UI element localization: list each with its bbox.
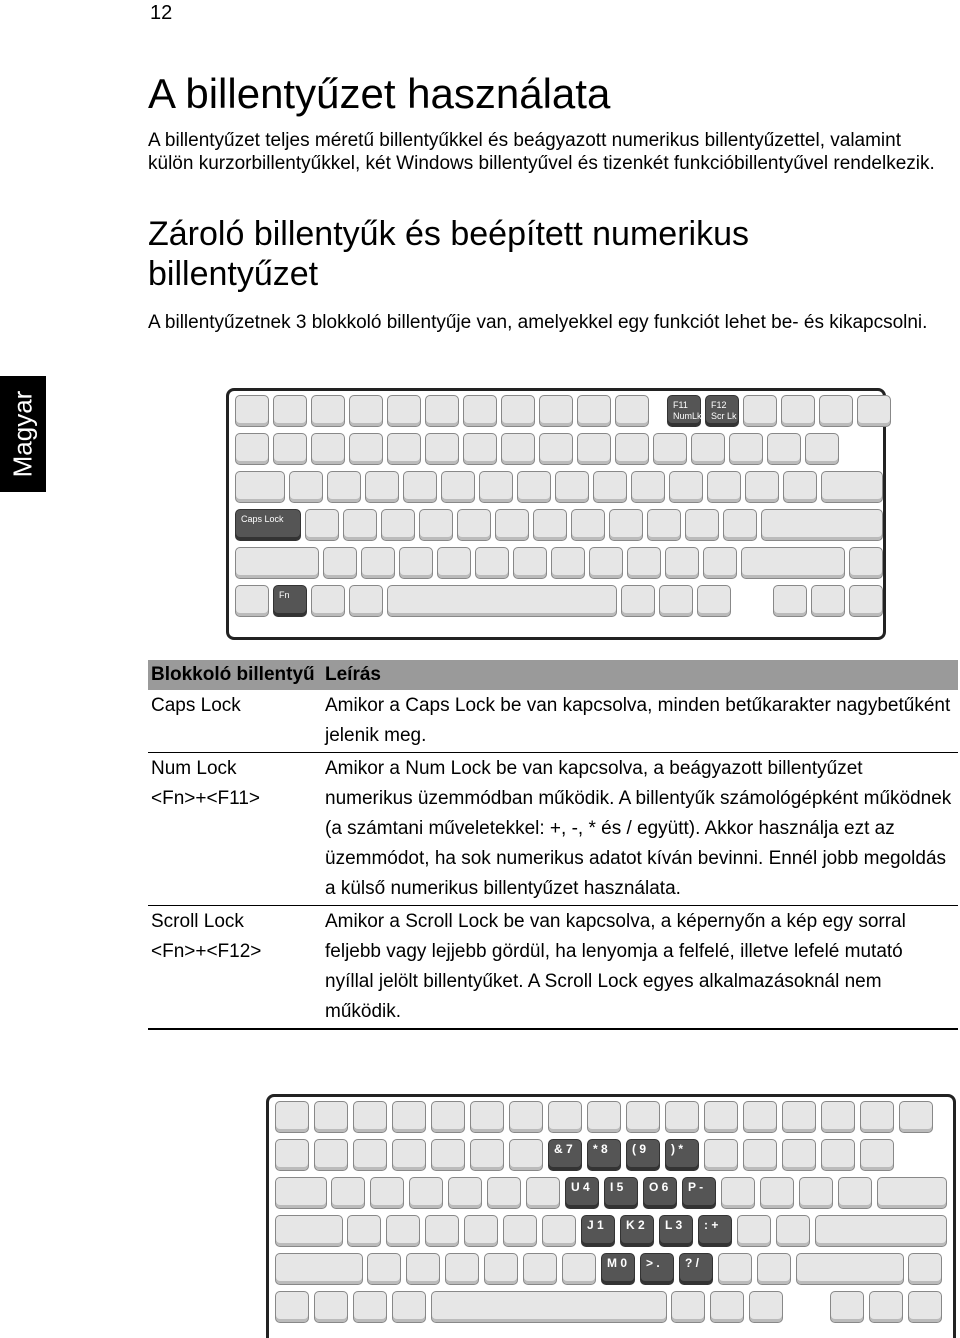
enter-key (761, 509, 883, 541)
key (781, 395, 815, 427)
key (311, 433, 345, 465)
page-number: 12 (150, 2, 173, 24)
key (273, 433, 307, 465)
key (776, 1215, 810, 1247)
key (685, 509, 719, 541)
key (609, 509, 643, 541)
key (707, 471, 741, 503)
key (509, 1139, 543, 1171)
key-label: J 1 (587, 1218, 604, 1232)
key (425, 395, 459, 427)
description-cell: Amikor a Caps Lock be van kapcsolva, minden betűkarakter nagybetűként jelenik meg. (325, 695, 951, 746)
numpad-key (565, 1177, 599, 1209)
key (857, 395, 891, 427)
key-label: * 8 (593, 1142, 608, 1156)
key (627, 547, 661, 579)
key (533, 509, 567, 541)
key (526, 1177, 560, 1209)
key (425, 433, 459, 465)
f11-key (667, 395, 701, 427)
table-row (148, 906, 958, 1030)
key (659, 585, 693, 617)
key (782, 1139, 816, 1171)
key (305, 509, 339, 541)
key-label: L 3 (665, 1218, 683, 1232)
left-shift-key (235, 547, 319, 579)
key (743, 395, 777, 427)
key (331, 1177, 365, 1209)
key (621, 585, 655, 617)
key (749, 1291, 783, 1323)
language-tab (0, 376, 46, 492)
key (487, 1177, 521, 1209)
key (392, 1139, 426, 1171)
key (327, 471, 361, 503)
key (542, 1215, 576, 1247)
section-paragraph: A billentyűzetnek 3 blokkoló billentyűje van, amelyekkel egy funkciót lehet be- és kikapcsolni. (148, 312, 928, 333)
key (403, 471, 437, 503)
key (470, 1139, 504, 1171)
key (821, 1101, 855, 1133)
key (743, 1139, 777, 1171)
key (503, 1215, 537, 1247)
key-cell (148, 753, 322, 906)
key (767, 433, 801, 465)
enter-key (815, 1215, 947, 1247)
key-label: F11 NumLk (673, 400, 702, 421)
right-shift-key (741, 547, 845, 579)
key (314, 1139, 348, 1171)
key (821, 1139, 855, 1171)
left-arrow-key (773, 585, 807, 617)
key (370, 1177, 404, 1209)
key (392, 1291, 426, 1323)
key (275, 1291, 309, 1323)
numpad-key (581, 1215, 615, 1247)
key (365, 471, 399, 503)
key (539, 395, 573, 427)
key (367, 1253, 401, 1285)
arrow-key (908, 1291, 942, 1323)
key (783, 471, 817, 503)
space-key (387, 585, 617, 617)
key (615, 395, 649, 427)
key (457, 509, 491, 541)
ctrl-key (235, 585, 269, 617)
key (275, 1139, 309, 1171)
key (555, 471, 589, 503)
backslash-key (877, 1177, 947, 1209)
header-description: Leírás (322, 660, 958, 690)
key (431, 1139, 465, 1171)
key-label: Caps Lock (241, 514, 284, 524)
numpad-key (548, 1139, 582, 1171)
key (445, 1253, 479, 1285)
key (353, 1291, 387, 1323)
lock-keys-table (148, 660, 958, 1030)
key (757, 1253, 791, 1285)
header-key: Blokkoló billentyű (148, 660, 322, 690)
numpad-key (698, 1215, 732, 1247)
key (353, 1139, 387, 1171)
key-label: O 6 (649, 1180, 669, 1194)
key (562, 1253, 596, 1285)
key (275, 1101, 309, 1133)
key (799, 1177, 833, 1209)
key (548, 1101, 582, 1133)
key (470, 1101, 504, 1133)
key-label: Fn (279, 590, 290, 600)
key (425, 1215, 459, 1247)
key (387, 433, 421, 465)
description-cell: Amikor a Scroll Lock be van kapcsolva, a képernyőn a kép egy sorral feljebb vagy lejjebb gördül, ha lenyomja a felfelé, illetve lefelé mutató nyíllal jelölt billentyűket. A Scroll Lock egyes alkalmazásoknál nem működik. (322, 906, 958, 1030)
key-label: U 4 (571, 1180, 590, 1194)
numpad-key (626, 1139, 660, 1171)
key (653, 433, 687, 465)
key (501, 395, 535, 427)
numpad-key (665, 1139, 699, 1171)
key (589, 547, 623, 579)
arrow-key (830, 1291, 864, 1323)
key (463, 433, 497, 465)
numpad-key (587, 1139, 621, 1171)
key-name: Num Lock (151, 758, 237, 779)
keyboard-illustration-lock-keys (226, 388, 886, 640)
numpad-key (659, 1215, 693, 1247)
key (513, 547, 547, 579)
key (386, 1215, 420, 1247)
key (571, 509, 605, 541)
left-shift-key (275, 1253, 363, 1285)
key (517, 471, 551, 503)
key (671, 1291, 705, 1323)
key-label: F12 Scr Lk (711, 400, 737, 421)
numpad-key (679, 1253, 713, 1285)
numpad-key (620, 1215, 654, 1247)
right-arrow-key (849, 585, 883, 617)
key (289, 471, 323, 503)
key (323, 547, 357, 579)
key-cell (148, 690, 322, 753)
f12-key (705, 395, 739, 427)
key (860, 1101, 894, 1133)
key-label: P - (688, 1180, 704, 1194)
caps-lock-key (275, 1215, 343, 1247)
key (665, 547, 699, 579)
key (587, 1101, 621, 1133)
key (441, 471, 475, 503)
key (479, 471, 513, 503)
key-name: Scroll Lock (151, 911, 244, 932)
key (273, 395, 307, 427)
description-cell: Amikor a Num Lock be van kapcsolva, a beágyazott billentyűzet numerikus üzemmódban működik. A billentyűk számológépként működnek (a számtani műveletekkel: +, -, * és / együtt). Akkor használja ezt az üzemmódot, ha sok numerikus adatot kíván bevinni. Ennél jobb megoldás a külső numerikus billentyűzet használata. (322, 753, 958, 906)
key (409, 1177, 443, 1209)
key (431, 1101, 465, 1133)
down-arrow-key (811, 585, 845, 617)
key (437, 547, 471, 579)
key (703, 547, 737, 579)
key (349, 433, 383, 465)
key (838, 1177, 872, 1209)
key (448, 1177, 482, 1209)
key (347, 1215, 381, 1247)
key (387, 395, 421, 427)
key-label: ? / (685, 1256, 699, 1270)
key (349, 585, 383, 617)
key (311, 585, 345, 617)
key (539, 433, 573, 465)
keyboard-illustration-numeric-keypad (266, 1094, 956, 1338)
key (647, 509, 681, 541)
key (314, 1101, 348, 1133)
key (343, 509, 377, 541)
table-row (148, 753, 958, 906)
key (509, 1101, 543, 1133)
key (501, 433, 535, 465)
key-label: : + (704, 1218, 719, 1232)
key (819, 395, 853, 427)
key (551, 547, 585, 579)
key-shortcut: <Fn>+<F11> (151, 788, 260, 809)
key (353, 1101, 387, 1133)
key (704, 1101, 738, 1133)
key (235, 433, 269, 465)
key (669, 471, 703, 503)
key (710, 1291, 744, 1323)
key (593, 471, 627, 503)
key (631, 471, 665, 503)
key (697, 585, 731, 617)
key (782, 1101, 816, 1133)
up-arrow-key (849, 547, 883, 579)
numpad-key (682, 1177, 716, 1209)
tab-key (235, 471, 285, 503)
key (860, 1139, 894, 1171)
table-row (148, 690, 958, 753)
key (314, 1291, 348, 1323)
key (349, 395, 383, 427)
key (484, 1253, 518, 1285)
key-name: Caps Lock (151, 695, 241, 716)
key (399, 547, 433, 579)
key (463, 395, 497, 427)
key (392, 1101, 426, 1133)
table-header-row (148, 660, 958, 690)
key-label: & 7 (554, 1142, 573, 1156)
key (577, 395, 611, 427)
key-label: > . (646, 1256, 660, 1270)
key (729, 433, 763, 465)
key (718, 1253, 752, 1285)
key-label: M 0 (607, 1256, 628, 1270)
numpad-key (601, 1253, 635, 1285)
key (311, 395, 345, 427)
key (745, 471, 779, 503)
key-shortcut: <Fn>+<F12> (151, 941, 262, 962)
key-label: K 2 (626, 1218, 645, 1232)
key (721, 1177, 755, 1209)
fn-key (273, 585, 307, 617)
key (406, 1253, 440, 1285)
intro-paragraph: A billentyűzet teljes méretű billentyűkkel és beágyazott numerikus billentyűzettel, valamint külön kurzorbillentyűkkel, két Windows billentyűvel és tizenkét funkcióbillentyűvel rendelkezik. (148, 130, 935, 174)
key (464, 1215, 498, 1247)
key (235, 395, 269, 427)
numpad-key (604, 1177, 638, 1209)
up-arrow-key (908, 1253, 942, 1285)
section-title: Zároló billentyűk és beépített numerikus billentyűzet (148, 215, 749, 293)
numpad-key (640, 1253, 674, 1285)
space-key (431, 1291, 667, 1323)
key (381, 509, 415, 541)
key (805, 433, 839, 465)
key (723, 509, 757, 541)
arrow-key (869, 1291, 903, 1323)
backslash-key (821, 471, 883, 503)
key (704, 1139, 738, 1171)
numpad-key (643, 1177, 677, 1209)
key (743, 1101, 777, 1133)
key (899, 1101, 933, 1133)
language-tab-label: Magyar (7, 390, 38, 478)
key (665, 1101, 699, 1133)
right-shift-key (796, 1253, 904, 1285)
key (737, 1215, 771, 1247)
key (419, 509, 453, 541)
caps-lock-key (235, 509, 301, 541)
key (495, 509, 529, 541)
tab-key (275, 1177, 327, 1209)
key (691, 433, 725, 465)
key-label: ( 9 (632, 1142, 647, 1156)
key (577, 433, 611, 465)
key-label: I 5 (610, 1180, 624, 1194)
key-cell (148, 906, 322, 1030)
key (475, 547, 509, 579)
key (615, 433, 649, 465)
key (523, 1253, 557, 1285)
key (361, 547, 395, 579)
page-title: A billentyűzet használata (148, 70, 611, 117)
key (760, 1177, 794, 1209)
key (626, 1101, 660, 1133)
key-label: ) * (671, 1142, 683, 1156)
